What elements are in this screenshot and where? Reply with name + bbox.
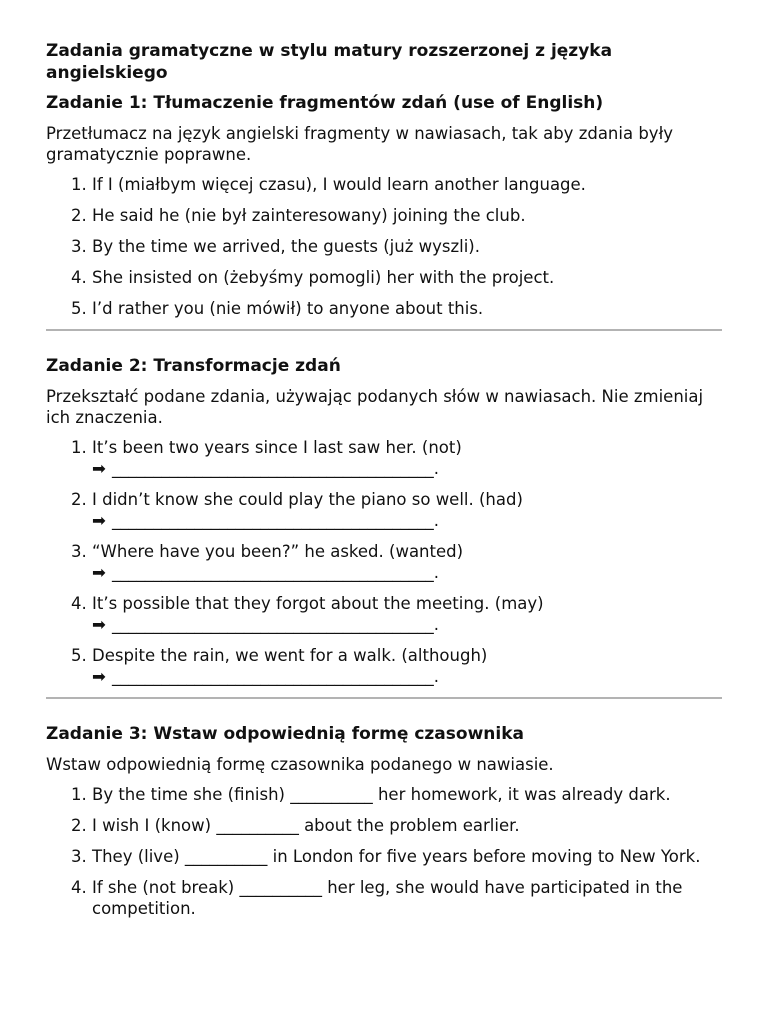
section-3-list: [46, 784, 722, 919]
list-item-text: By the time she (finish) __________ her homework, it was already dark.: [92, 785, 671, 804]
answer-blank: _______________________________________.: [112, 667, 439, 686]
list-item: [92, 267, 722, 288]
list-item-text: I wish I (know) __________ about the problem earlier.: [92, 816, 520, 835]
list-item: [92, 815, 722, 836]
list-item-text: I’d rather you (nie mówił) to anyone about this.: [92, 299, 484, 318]
list-item-text: Despite the rain, we went for a walk. (although): [92, 646, 488, 665]
list-item-text: They (live) __________ in London for five years before moving to New York.: [92, 847, 701, 866]
answer-line: [92, 458, 722, 479]
answer-line: [92, 510, 722, 531]
list-item-text: She insisted on (żebyśmy pomogli) her with the project.: [92, 268, 555, 287]
list-item: [92, 645, 722, 687]
list-item: [92, 489, 722, 531]
section-3-title: Zadanie 3: Wstaw odpowiednią formę czasownika: [46, 724, 524, 744]
list-item: [92, 298, 722, 319]
answer-line: [92, 562, 722, 583]
list-item-text: It’s been two years since I last saw her. (not): [92, 438, 462, 457]
arrow-right-icon: ➡: [92, 667, 106, 686]
section-2: [46, 355, 722, 687]
list-item: [92, 205, 722, 226]
section-2-title: Zadanie 2: Transformacje zdań: [46, 356, 341, 376]
section-divider: [46, 697, 722, 699]
arrow-right-icon: ➡: [92, 563, 106, 582]
section-1-instruction: Przetłumacz na język angielski fragmenty w nawiasach, tak aby zdania były gramatycznie poprawne.: [46, 124, 674, 164]
list-item-text: I didn’t know she could play the piano so well. (had): [92, 490, 523, 509]
list-item: [92, 846, 722, 867]
section-divider: [46, 329, 722, 331]
arrow-right-icon: ➡: [92, 511, 106, 530]
list-item-text: By the time we arrived, the guests (już wyszli).: [92, 237, 480, 256]
arrow-right-icon: ➡: [92, 459, 106, 478]
section-1-list: [46, 174, 722, 319]
section-2-instruction: Przekształć podane zdania, używając podanych słów w nawiasach. Nie zmieniaj ich znaczenia.: [46, 387, 704, 427]
list-item: [92, 174, 722, 195]
list-item: [92, 236, 722, 257]
answer-blank: _______________________________________.: [112, 511, 439, 530]
list-item-text: If she (not break) __________ her leg, she would have participated in the competition.: [92, 878, 683, 918]
list-item: [92, 437, 722, 479]
list-item: [92, 541, 722, 583]
document-title: Zadania gramatyczne w stylu matury rozszerzonej z języka angielskiego: [46, 41, 613, 83]
list-item: [92, 877, 722, 919]
answer-blank: _______________________________________.: [112, 459, 439, 478]
list-item: [92, 784, 722, 805]
list-item-text: “Where have you been?” he asked. (wanted): [92, 542, 464, 561]
list-item-text: He said he (nie był zainteresowany) joining the club.: [92, 206, 526, 225]
answer-line: [92, 614, 722, 635]
section-2-list: [46, 437, 722, 687]
section-1: [46, 92, 722, 319]
arrow-right-icon: ➡: [92, 615, 106, 634]
list-item: [92, 593, 722, 635]
section-1-title: Zadanie 1: Tłumaczenie fragmentów zdań (use of English): [46, 93, 604, 113]
section-3: [46, 723, 722, 919]
answer-blank: _______________________________________.: [112, 563, 439, 582]
answer-line: [92, 666, 722, 687]
list-item-text: If I (miałbym więcej czasu), I would learn another language.: [92, 175, 586, 194]
section-3-instruction: Wstaw odpowiednią formę czasownika podanego w nawiasie.: [46, 755, 554, 774]
list-item-text: It’s possible that they forgot about the meeting. (may): [92, 594, 544, 613]
answer-blank: _______________________________________.: [112, 615, 439, 634]
